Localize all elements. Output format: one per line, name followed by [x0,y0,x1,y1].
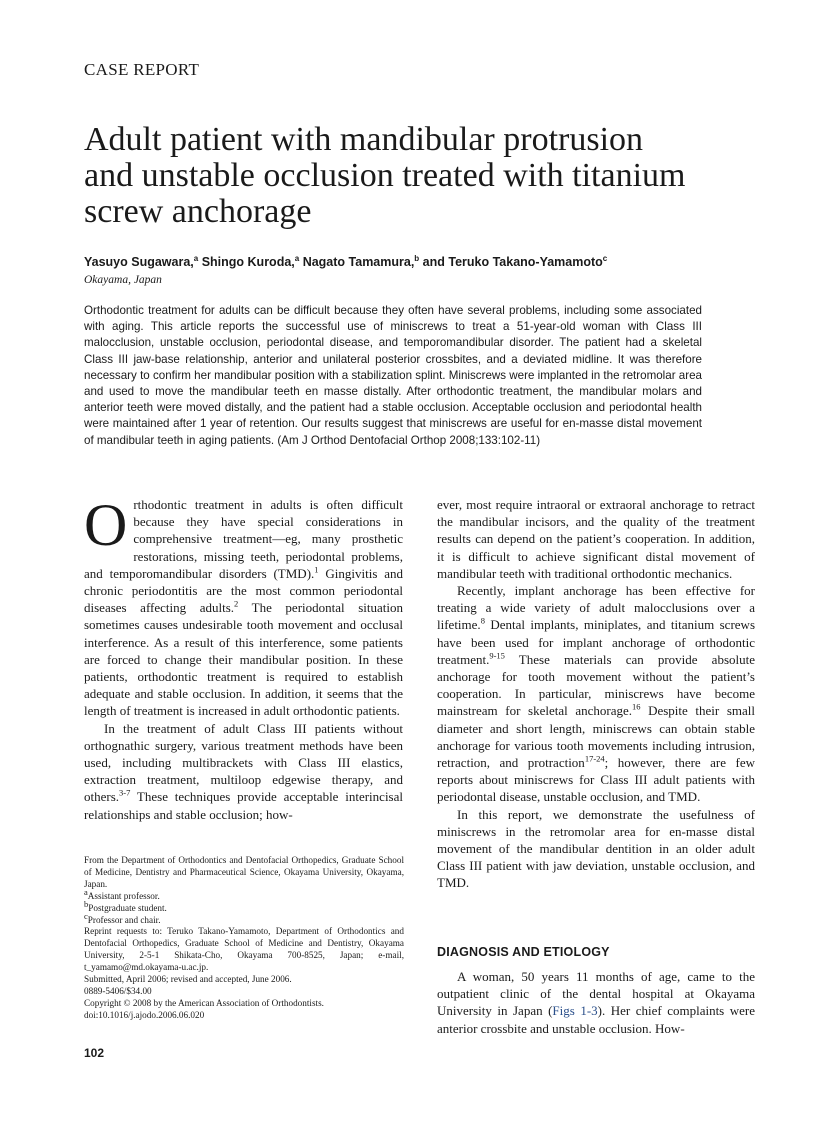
intro-paragraph [84,492,403,720]
citation-ref[interactable]: 3-7 [119,788,131,799]
body-text: ). Her chief complaints were anterior crossbite and unstable occlusion. How- [437,1003,755,1036]
section-heading: DIAGNOSIS AND ETIOLOGY [437,945,610,959]
title-line: and unstable occlusion treated with titanium [84,157,686,194]
footnote-text: Postgraduate student. [88,902,167,913]
author-name: and Teruko Takano-Yamamoto [419,255,603,269]
body-paragraph [437,968,755,1037]
citation-ref[interactable]: 1 [314,564,319,575]
citation-ref[interactable]: 17-24 [584,753,605,764]
footnote-copyright: Copyright © 2008 by the American Association of Orthodontists. [84,997,324,1008]
right-column [437,496,755,892]
author-name: Nagato Tamamura, [299,255,415,269]
title-line: Adult patient with mandibular protrusion [84,121,644,158]
body-text: These techniques provide acceptable interincisal relationships and stable occlusion; how- [84,789,403,822]
author-affiliation-mark: c [602,253,608,263]
author-name: Yasuyo Sugawara, [84,255,194,269]
footnote-role [84,886,404,903]
body-text: Recently, implant anchorage has been effective for treating a wide variety of adult malocclusions over a lifetime. [437,583,755,633]
body-text: Despite their small diameter and short length, miniscrews can obtain stable anchorage for various tooth movements including intrusion, retraction, and protraction [437,703,755,771]
footnote-role [84,910,404,927]
author-affiliation-mark: b [414,253,420,263]
citation-ref[interactable]: 2 [234,598,239,609]
body-paragraph [437,582,755,806]
body-text: rthodontic treatment in adults is often difficult because they have special considerations in comprehensive treatment—eg, many prosthetic restorations, missing teeth, periodontal problems, and temporomandibular disorders (TMD). [84,497,403,581]
footnote-affiliation: From the Department of Orthodontics and Dentofacial Orthopedics, Graduate School of Medicine, Dentistry and Pharmaceutical Science, Okayama University, Okayama, Japan. [84,855,404,889]
footnote-issn: 0889-5406/$34.00 [84,985,152,996]
section-label: CASE REPORT [84,60,200,79]
footnote-text: Professor and chair. [87,914,161,925]
footnote-reprint: Reprint requests to: Teruko Takano-Yamamoto, Department of Orthodontics and Dentofacial Orthopedics, Graduate School of Medicine and Dentistry, Okayama University, 2-5-1 Shikata-Cho, Okayama 700-8525, Japan; e-mail, t_yamamo@md.okayama-u.ac.jp. [84,926,404,973]
footnote-mark: a [84,886,88,897]
title-line: screw anchorage [84,193,312,230]
left-column [84,492,403,823]
body-text: In the treatment of adult Class III patients without orthognathic surgery, various treatment methods have been used, including multibrackets with Class III elastics, extraction treatment, multiloop edgewise therapy, and others. [84,720,403,805]
body-text: ; however, there are few reports about miniscrews for Class III adult patients with periodontal disease, unstable occlusion, and TMD. [437,755,755,805]
body-text: Dental implants, miniplates, and titanium screws have been used for implant anchorage of orthodontic treatment. [437,617,755,667]
body-paragraph [84,720,403,823]
author-location: Okayama, Japan [84,274,162,286]
footnote-mark: b [84,898,89,909]
footnote-role [84,898,404,915]
citation-ref[interactable]: 9-15 [489,650,505,661]
footnote-mark: c [84,910,88,921]
body-text: Gingivitis and chronic periodontitis are the most common periodontal diseases affecting adults. [84,565,403,616]
author-affiliation-mark: a [193,253,199,263]
body-text: A woman, 50 years 11 months of age, came to the outpatient clinic of the dental hospital at Okayama University in Japan ( [437,969,755,1019]
drop-cap: O [84,492,128,558]
body-text: The periodontal situation sometimes causes undesirable tooth movement and occlusal interference. As a result of this interference, some patients are forced to change their mandibular position. In these patients, orthodontic treatment is required to establish adequate and stable occlusion. In addition, it seems that the length of treatment is increased in adult orthodontic patients. [84,600,403,719]
footnote-submitted: Submitted, April 2006; revised and accepted, June 2006. [84,974,292,985]
body-paragraph: ever, most require intraoral or extraoral anchorage to retract the mandibular incisors, and the quality of the treatment results can depend on the patient’s cooperation. In addition, it is difficult to achieve significant distal movement of mandibular teeth with traditional orthodontic mechanics. [437,497,755,581]
footnotes [84,855,404,1022]
author-list [84,255,607,269]
footnote-text: Assistant professor. [87,890,160,901]
body-text: These materials can provide absolute anchorage for tooth movement without the patient’s cooperation. In particular, miniscrews have become mainstream for skeletal anchorage. [437,651,755,719]
citation-ref[interactable]: 8 [480,616,485,627]
author-affiliation-mark: a [294,253,300,263]
figure-link[interactable]: Figs 1-3 [552,1003,598,1019]
body-paragraph: In this report, we demonstrate the usefulness of miniscrews in the retromolar area for en-masse distal movement of the mandibular dentition in an older adult Class III patient with jaw deviation, unstable occlusion, and TMD. [437,806,755,891]
author-name: Shingo Kuroda, [198,255,295,269]
citation-ref[interactable]: 16 [631,702,641,713]
abstract: Orthodontic treatment for adults can be difficult because they often have several problems, including some associated with aging. This article reports the successful use of miniscrews to treat a 51-year-old woman with Class III malocclusion, unstable occlusion, periodontal disease, and temporomandibular disorder. The patient had a skeletal Class III jaw-base relationship, anterior and unilateral posterior crossbites, and a deviated midline. It was therefore necessary to confirm her mandibular position with a stabilization splint. Miniscrews were implanted in the retromolar area and used to move the mandibular teeth en masse distally. After orthodontic treatment, the mandibular molars and anterior teeth were moved distally, and the patient had a stable occlusion. Acceptable occlusion and periodontal health were maintained after 1 year of retention. Our results suggest that miniscrews are useful for en-masse distal movement of mandibular teeth in aging patients. (Am J Orthod Dentofacial Orthop 2008;133:102-11) [84,304,702,447]
article-title [84,122,764,230]
footnote-doi[interactable]: doi:10.1016/j.ajodo.2006.06.020 [84,1009,205,1020]
page-number: 102 [84,1046,105,1060]
